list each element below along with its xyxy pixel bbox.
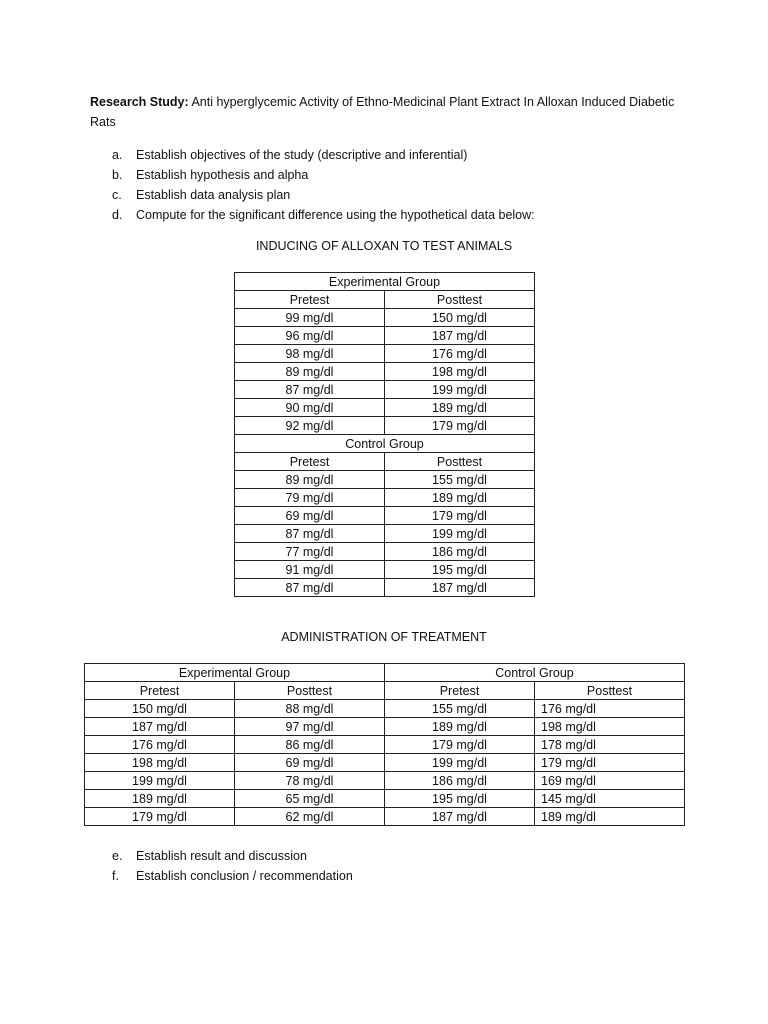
column-header-row [85,682,685,700]
table-cell: 179 mg/dl [385,736,535,754]
table-cell: 91 mg/dl [235,561,385,579]
table-row [85,790,685,808]
table-row [235,399,535,417]
table-cell: 87 mg/dl [235,381,385,399]
table-cell: 187 mg/dl [385,579,535,597]
table-cell: 176 mg/dl [535,700,685,718]
list-item [112,866,353,886]
table2-caption: ADMINISTRATION OF TREATMENT [281,630,487,644]
table-cell: 199 mg/dl [385,381,535,399]
table-cell: 179 mg/dl [385,507,535,525]
list-marker: f. [112,869,119,883]
table-cell: 199 mg/dl [85,772,235,790]
table-row [235,345,535,363]
list-item [112,205,535,225]
alloxan-induction-table [234,272,535,597]
table-row [235,363,535,381]
table-cell: 189 mg/dl [385,399,535,417]
treatment-table [84,663,685,826]
table-cell: 199 mg/dl [385,754,535,772]
table-row [235,327,535,345]
table-row [235,507,535,525]
table-cell: 189 mg/dl [535,808,685,826]
column-header-cell: Posttest [535,682,685,700]
table-cell: 189 mg/dl [385,718,535,736]
list-item [112,846,353,866]
table-cell: 87 mg/dl [235,579,385,597]
table-cell: 150 mg/dl [385,309,535,327]
table-cell: 199 mg/dl [385,525,535,543]
table-cell: 195 mg/dl [385,790,535,808]
group-header-cell: Control Group [235,435,535,453]
table-row [235,543,535,561]
group-header-row [235,273,535,291]
table-row [85,754,685,772]
list-marker: c. [112,188,122,202]
column-header-cell: Posttest [385,291,535,309]
table-cell: 77 mg/dl [235,543,385,561]
column-header-cell: Pretest [385,682,535,700]
table-cell: 89 mg/dl [235,363,385,381]
table-cell: 155 mg/dl [385,700,535,718]
table-row [85,772,685,790]
table-cell: 92 mg/dl [235,417,385,435]
table-cell: 179 mg/dl [85,808,235,826]
table-cell: 99 mg/dl [235,309,385,327]
table-cell: 87 mg/dl [235,525,385,543]
table-cell: 69 mg/dl [235,507,385,525]
table-cell: 89 mg/dl [235,471,385,489]
table-row [235,525,535,543]
task-list-bottom [112,846,353,886]
column-header-cell: Pretest [85,682,235,700]
table-cell: 155 mg/dl [385,471,535,489]
table-cell: 195 mg/dl [385,561,535,579]
table-cell: 179 mg/dl [385,417,535,435]
table-row [85,736,685,754]
list-marker: b. [112,168,123,182]
table-cell: 189 mg/dl [385,489,535,507]
group-header-cell: Experimental Group [235,273,535,291]
column-header-row [235,453,535,471]
group-header-cell: Control Group [385,664,685,682]
list-marker: e. [112,849,123,863]
table-cell: 176 mg/dl [85,736,235,754]
table-row [235,381,535,399]
table-row [85,718,685,736]
heading-label: Research Study: [90,95,189,109]
table-cell: 65 mg/dl [235,790,385,808]
table-row [235,417,535,435]
list-item-text: Establish conclusion / recommendation [136,869,353,883]
table1-caption: INDUCING OF ALLOXAN TO TEST ANIMALS [255,239,513,253]
table-cell: 88 mg/dl [235,700,385,718]
table-cell: 176 mg/dl [385,345,535,363]
table-row [235,579,535,597]
list-item-text: Establish result and discussion [136,849,307,863]
table-cell: 187 mg/dl [85,718,235,736]
column-header-cell: Pretest [235,291,385,309]
list-item [112,165,535,185]
table-row [235,471,535,489]
column-header-cell: Posttest [235,682,385,700]
table-cell: 186 mg/dl [385,772,535,790]
table-cell: 186 mg/dl [385,543,535,561]
table-cell: 145 mg/dl [535,790,685,808]
list-item-text: Establish hypothesis and alpha [136,168,309,182]
table-cell: 179 mg/dl [535,754,685,772]
table-row [85,700,685,718]
list-marker: a. [112,148,123,162]
table-cell: 169 mg/dl [535,772,685,790]
table-cell: 187 mg/dl [385,327,535,345]
table-row [235,489,535,507]
research-study-heading [90,92,690,132]
table-cell: 86 mg/dl [235,736,385,754]
list-marker: d. [112,208,123,222]
column-header-cell: Pretest [235,453,385,471]
table-row [235,561,535,579]
table-cell: 69 mg/dl [235,754,385,772]
list-item-text: Establish objectives of the study (descriptive and inferential) [136,148,468,162]
table-cell: 198 mg/dl [85,754,235,772]
table-cell: 97 mg/dl [235,718,385,736]
table-cell: 62 mg/dl [235,808,385,826]
column-header-row [235,291,535,309]
table-cell: 189 mg/dl [85,790,235,808]
table-cell: 198 mg/dl [385,363,535,381]
group-header-row [85,664,685,682]
list-item-text: Establish data analysis plan [136,188,291,202]
table-cell: 90 mg/dl [235,399,385,417]
list-item [112,145,535,165]
table-cell: 178 mg/dl [535,736,685,754]
group-header-cell: Experimental Group [85,664,385,682]
task-list-top [112,145,535,225]
list-item-text: Compute for the significant difference using the hypothetical data below: [136,208,535,222]
table-cell: 98 mg/dl [235,345,385,363]
table-cell: 78 mg/dl [235,772,385,790]
table-cell: 187 mg/dl [385,808,535,826]
list-item [112,185,535,205]
table-cell: 96 mg/dl [235,327,385,345]
table-cell: 198 mg/dl [535,718,685,736]
table-cell: 79 mg/dl [235,489,385,507]
heading-title: Anti hyperglycemic Activity of Ethno-Medicinal Plant Extract In Alloxan Induced Diabetic Rats [90,95,675,129]
table-cell: 150 mg/dl [85,700,235,718]
table-row [85,808,685,826]
table-row [235,309,535,327]
group-header-row [235,435,535,453]
column-header-cell: Posttest [385,453,535,471]
